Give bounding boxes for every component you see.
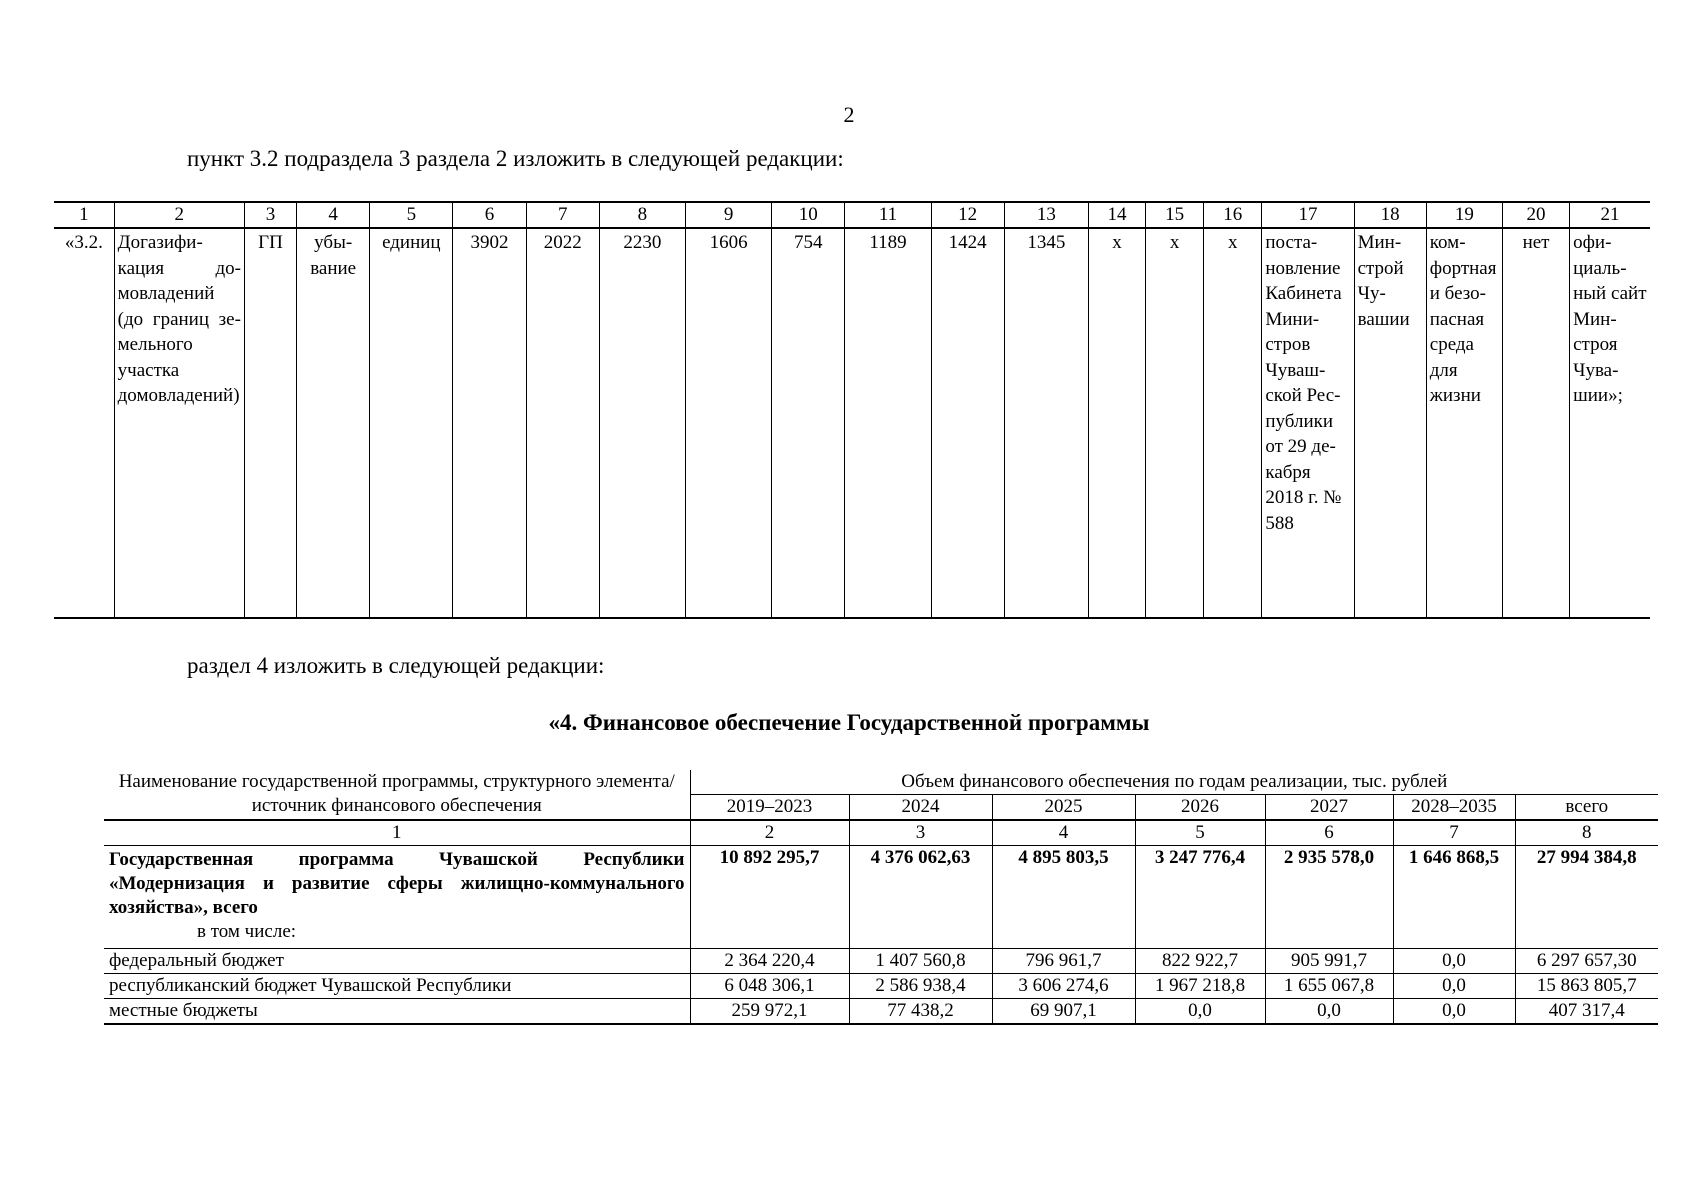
section-title: «4. Финансовое обеспечение Государственной программы: [548, 710, 1150, 735]
column-number: 1: [54, 202, 114, 228]
program-value: 1 646 868,5: [1393, 846, 1515, 949]
program-value: 10 892 295,7: [690, 846, 849, 949]
column-number: 7: [526, 202, 599, 228]
goal-link: комфортная и безопасная среда для жизни: [1426, 228, 1502, 618]
column-number-row: [104, 820, 1658, 846]
period-header: всего: [1515, 795, 1658, 821]
program-name-cell: [104, 846, 690, 949]
funding-value: 796 961,7: [992, 949, 1135, 974]
funding-source-name: федеральный бюджет: [104, 949, 690, 974]
indicator-row: [54, 228, 1650, 618]
information-system: нет: [1502, 228, 1569, 618]
column-number: 21: [1570, 202, 1650, 228]
indicator-table: [54, 201, 1650, 619]
funding-value: 822 922,7: [1135, 949, 1265, 974]
column-number: 12: [931, 202, 1004, 228]
program-name: Государственная программа Чувашской Республики «Модернизация и развитие сферы жилищно-коммунального хозяйства», всего: [109, 849, 685, 918]
indicator-level: ГП: [244, 228, 296, 618]
column-number: 11: [845, 202, 931, 228]
item-number: «3.2.: [54, 228, 114, 618]
column-number: 20: [1502, 202, 1569, 228]
column-number: 5: [1135, 820, 1265, 846]
column-number: 17: [1262, 202, 1354, 228]
period-header: 2019–2023: [690, 795, 849, 821]
column-number: 8: [1515, 820, 1658, 846]
program-value: 4 376 062,63: [849, 846, 992, 949]
page-number: 2: [843, 102, 855, 127]
funding-value: 3 606 274,6: [992, 974, 1135, 999]
period-header: 2024: [849, 795, 992, 821]
column-number: 7: [1393, 820, 1515, 846]
column-number: 19: [1426, 202, 1502, 228]
funding-value: 77 438,2: [849, 999, 992, 1025]
funding-value: 1 967 218,8: [1135, 974, 1265, 999]
finance-table: [104, 770, 1658, 1025]
period-header: 2026: [1135, 795, 1265, 821]
legal-document: постановление Кабинета Министров Чувашской Республики от 29 декабря 2018 г. № 588: [1262, 228, 1354, 618]
funding-source-name: республиканский бюджет Чувашской Республики: [104, 974, 690, 999]
table-row: [104, 974, 1658, 999]
period-header: 2027: [1265, 795, 1393, 821]
program-value: 2 935 578,0: [1265, 846, 1393, 949]
finance-header-row: [104, 770, 1658, 795]
column-number: 2: [690, 820, 849, 846]
column-number: 6: [1265, 820, 1393, 846]
indicator-value: 754: [772, 228, 845, 618]
funding-value: 2 364 220,4: [690, 949, 849, 974]
funding-source-name: местные бюджеты: [104, 999, 690, 1025]
column-number: 8: [599, 202, 685, 228]
column-number: 1: [104, 820, 690, 846]
funding-value: 0,0: [1393, 949, 1515, 974]
volume-column-header: Объем финансового обеспечения по годам реализации, тыс. рублей: [690, 770, 1658, 795]
funding-value: 6 297 657,30: [1515, 949, 1658, 974]
indicator-value: x: [1088, 228, 1145, 618]
indicator-value: 2022: [526, 228, 599, 618]
indicator-value: 2230: [599, 228, 685, 618]
column-number: 5: [370, 202, 453, 228]
funding-value: 905 991,7: [1265, 949, 1393, 974]
indicator-value: 3902: [453, 228, 526, 618]
indicator-table-header-row: [54, 202, 1650, 228]
funding-value: 0,0: [1393, 974, 1515, 999]
funding-value: 1 407 560,8: [849, 949, 992, 974]
column-number: 15: [1146, 202, 1204, 228]
funding-value: 6 048 306,1: [690, 974, 849, 999]
column-number: 9: [686, 202, 772, 228]
column-number: 4: [992, 820, 1135, 846]
data-source: официальный сайт Минстроя Чувашии»;: [1570, 228, 1650, 618]
funding-value: 69 907,1: [992, 999, 1135, 1025]
column-number: 6: [453, 202, 526, 228]
table-row: [104, 999, 1658, 1025]
indicator-value: 1606: [686, 228, 772, 618]
funding-value: 2 586 938,4: [849, 974, 992, 999]
indicator-trend: убывание: [297, 228, 370, 618]
column-number: 3: [849, 820, 992, 846]
period-header: 2028–2035: [1393, 795, 1515, 821]
funding-value: 0,0: [1265, 999, 1393, 1025]
funding-value: 0,0: [1393, 999, 1515, 1025]
indicator-value: x: [1146, 228, 1204, 618]
funding-value: 1 655 067,8: [1265, 974, 1393, 999]
funding-value: 15 863 805,7: [1515, 974, 1658, 999]
amendment-intro-text: пункт 3.2 подраздела 3 раздела 2 изложить в следующей редакции:: [187, 146, 844, 171]
including-note: в том числе:: [197, 921, 297, 942]
column-number: 18: [1354, 202, 1426, 228]
program-total-row: [104, 846, 1658, 949]
funding-value: 407 317,4: [1515, 999, 1658, 1025]
column-number: 16: [1204, 202, 1262, 228]
indicator-value: x: [1204, 228, 1262, 618]
column-number: 14: [1088, 202, 1145, 228]
table-row: [104, 949, 1658, 974]
funding-value: 0,0: [1135, 999, 1265, 1025]
section-intro-text: раздел 4 изложить в следующей редакции:: [187, 653, 605, 678]
name-column-header: Наименование государственной программы, структурного элемента/источник финансового обеспечения: [104, 770, 690, 820]
indicator-value: 1424: [931, 228, 1004, 618]
column-number: 4: [297, 202, 370, 228]
funding-value: 259 972,1: [690, 999, 849, 1025]
column-number: 10: [772, 202, 845, 228]
indicator-value: 1189: [845, 228, 931, 618]
program-value: 3 247 776,4: [1135, 846, 1265, 949]
column-number: 2: [114, 202, 244, 228]
indicator-name: Догазификация домовладений (до границ земельного участка домовладений): [114, 228, 244, 618]
indicator-unit: единиц: [370, 228, 453, 618]
program-value: 27 994 384,8: [1515, 846, 1658, 949]
responsible-body: Минстрой Чувашии: [1354, 228, 1426, 618]
period-header: 2025: [992, 795, 1135, 821]
column-number: 3: [244, 202, 296, 228]
program-value: 4 895 803,5: [992, 846, 1135, 949]
indicator-value: 1345: [1004, 228, 1088, 618]
column-number: 13: [1004, 202, 1088, 228]
